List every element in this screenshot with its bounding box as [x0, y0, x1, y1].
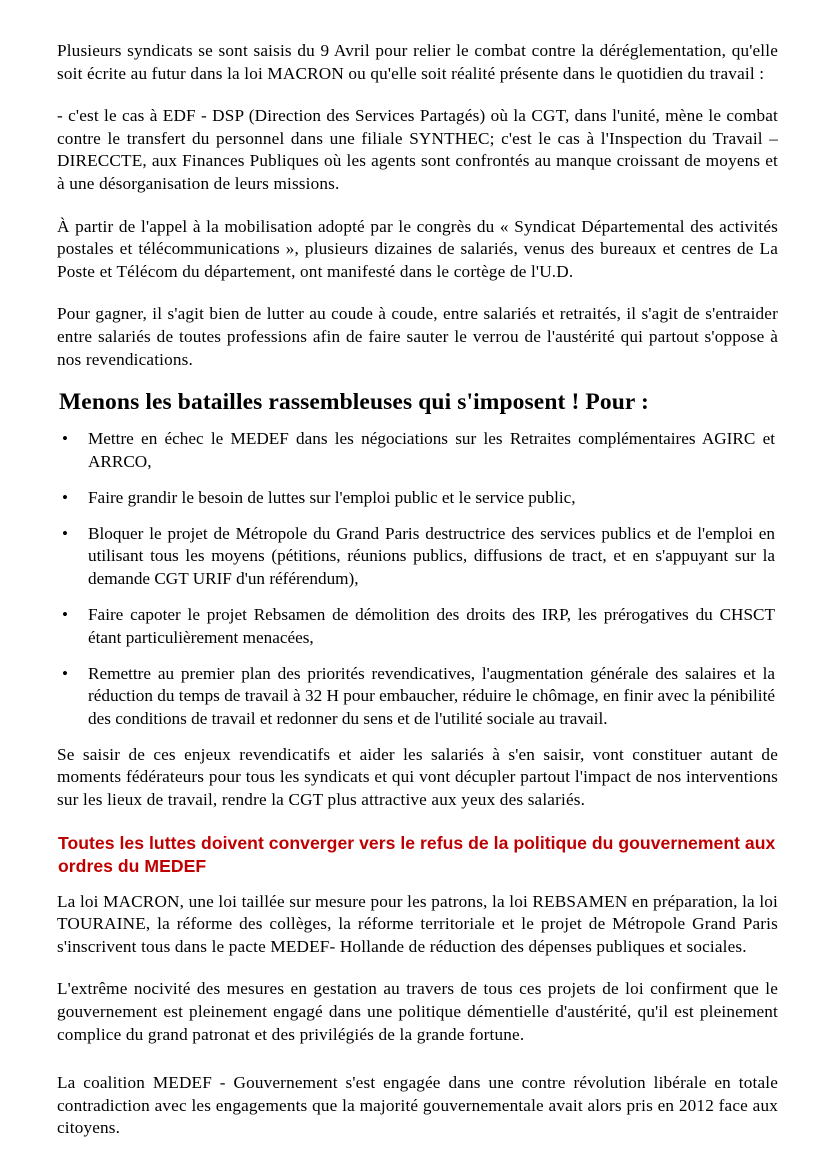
demands-bullet-list [57, 428, 778, 731]
list-item [57, 604, 775, 650]
section-heading-convergence: Toutes les luttes doivent converger vers le refus de la politique du gouvernement aux ordres du MEDEF [58, 832, 776, 877]
paragraph-se-saisir: Se saisir de ces enjeux revendicatifs et aider les salariés à s'en saisir, vont constituer autant de moments fédérateurs pour tous les syndicats et qui vont décupler partout l'impact de nos interventions sur les lieux de travail, rendre la CGT plus attractive aux yeux des salariés. [57, 744, 778, 810]
paragraph-loi-macron: La loi MACRON, une loi taillée sur mesure pour les patrons, la loi REBSAMEN en préparation, la loi TOURAINE, la réforme des collèges, la réforme territoriale et le projet de Métropole Grand Paris s'inscrivent tous dans le pacte MEDEF- Hollande de réduction des dépenses publiques et sociales. [57, 891, 778, 956]
bullet-icon: • [62, 487, 68, 507]
bullet-icon: • [62, 429, 68, 449]
list-item-text: Remettre au premier plan des priorités revendicatives, l'augmentation générale des salaires et la réduction du temps de travail à 32 H pour embaucher, réduire le chômage, en finir avec la pénibilité des conditions de travail et redonner du sens et de l'utilité sociale au travail. [88, 663, 775, 729]
bullet-icon: • [62, 604, 68, 624]
list-item [57, 428, 775, 474]
section-heading-batailles: Menons les batailles rassembleuses qui s'imposent ! Pour : [59, 389, 649, 416]
list-item-text: Mettre en échec le MEDEF dans les négociations sur les Retraites complémentaires AGIRC et ARRCO, [88, 429, 775, 471]
paragraph-pour-gagner: Pour gagner, il s'agit bien de lutter au coude à coude, entre salariés et retraités, il s'agit de s'entraider entre salariés de toutes professions afin de faire sauter le verrou de l'austérité qui partout s'oppose à nos revendications. [57, 304, 778, 369]
list-item-text: Faire capoter le projet Rebsamen de démolition des droits des IRP, les prérogatives du CHSCT étant particulièrement menacées, [88, 604, 775, 647]
paragraph-extreme-nocivite: L'extrême nocivité des mesures en gestation au travers de tous ces projets de loi confirment que le gouvernement est pleinement engagé dans une politique démentielle d'austérité, qu'il est pleinement complice du grand patronat et des privilégiés de la grande fortune. [57, 979, 778, 1044]
list-item-text: Faire grandir le besoin de luttes sur l'emploi public et le service public, [88, 487, 576, 507]
bullet-icon: • [62, 523, 68, 543]
document-body [57, 40, 778, 1140]
list-item [57, 487, 775, 510]
list-item [57, 523, 775, 591]
paragraph-coalition: La coalition MEDEF - Gouvernement s'est engagée dans une contre révolution libérale en totale contradiction avec les engagements que la majorité gouvernementale avait alors pris en 2012 face aux citoyens. [57, 1073, 778, 1138]
list-item-text: Bloquer le projet de Métropole du Grand Paris destructrice des services publics et de l'emploi en utilisant tous les moyens (pétitions, réunions publics, diffusions de tract, et en s'appuyant sur la demande CGT URIF d'un référendum), [88, 523, 775, 589]
spacer [57, 1060, 778, 1072]
paragraph-intro: Plusieurs syndicats se sont saisis du 9 Avril pour relier le combat contre la déréglementation, qu'elle soit écrite au futur dans la loi MACRON ou qu'elle soit réalité présente dans le quotidien du travail : [57, 41, 778, 83]
paragraph-edf-dsp: - c'est le cas à EDF - DSP (Direction des Services Partagés) où la CGT, dans l'unité, mène le combat contre le transfert du personnel dans une filiale SYNTHEC; c'est le cas à l'Inspection du Travail –DIRECCTE, aux Finances Publiques où les agents sont confrontés au manque croissant de moyens et à une désorganisation de leurs missions. [57, 106, 778, 193]
list-item [57, 663, 775, 731]
bullet-icon: • [62, 663, 68, 683]
paragraph-mobilisation: À partir de l'appel à la mobilisation adopté par le congrès du « Syndicat Départemental des activités postales et télécommunications », plusieurs dizaines de salariés, venus des bureaux et centres de La Poste et Télécom du département, ont manifesté dans le cortège de l'U.D. [57, 216, 778, 281]
